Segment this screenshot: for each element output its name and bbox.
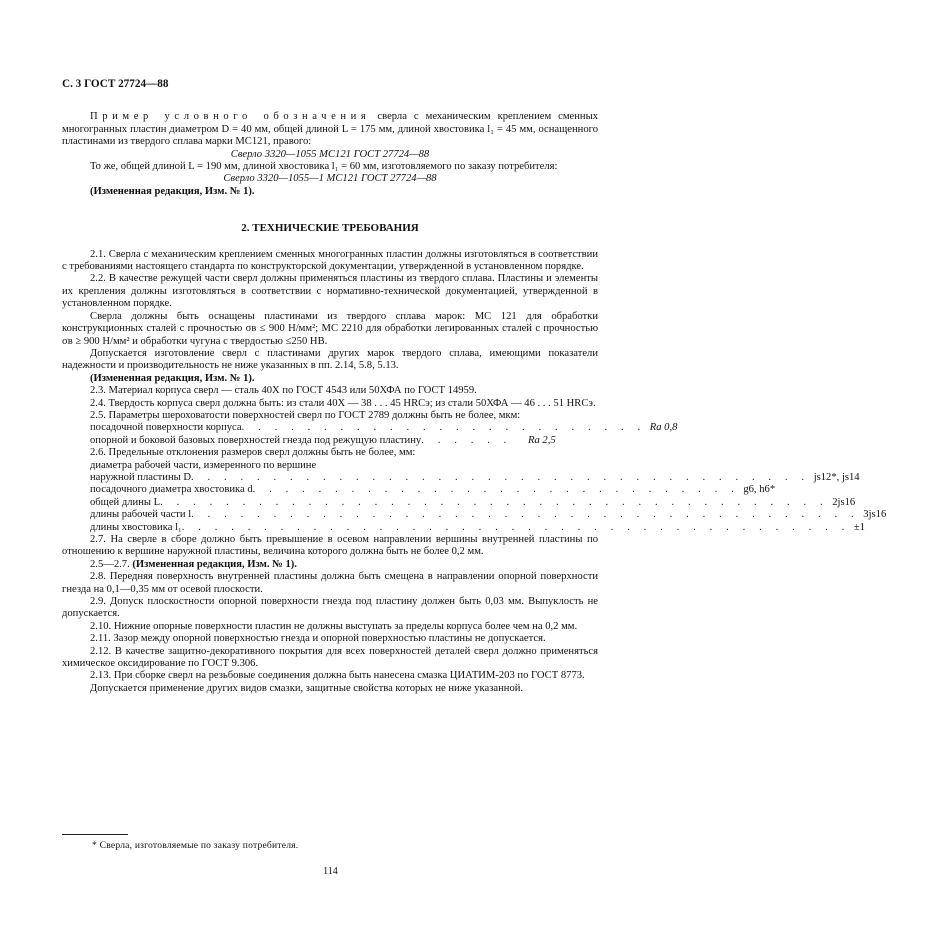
tolerance-row — [62, 471, 860, 484]
paragraph-2-10: 2.10. Нижние опорные поверхности пластин не должны выступать за пределы корпуса более чем на 0,2 мм. — [90, 620, 578, 632]
paragraph-2-2: 2.2. В качестве режущей части сверл должны применяться пластины из твердого сплава. Пластины и элементы их крепления должны изготовляться в соответствии с нормативно-технической документацией, утвержденной в установленном порядке. — [62, 273, 598, 310]
tolerance-label: общей длины L — [90, 496, 161, 508]
leader-dots: . . . . . . . . . . . . . . . . . . . . . . . . . . . . . . — [252, 484, 740, 496]
designation-2: Сверло 3320—1055—1 МС121 ГОСТ 27724—88 — [223, 173, 437, 185]
leader-dots: . . . . . . . . . . . . . . . . . . . . . . . . . . . . . . . . . . . . . . . . . — [160, 496, 829, 508]
leader-dots: . . . . . . . . . . . . . . . . . . . . . . . . . . . . . . . . . . . . . . — [191, 471, 810, 483]
paragraph-2-4: 2.4. Твердость корпуса сверл должна быть: из стали 40Х — 38 . . . 45 HRCэ; из стали 50ХФА — 46 . . . 51 HRCэ. — [90, 397, 596, 409]
designation-1: Сверло 3320—1055 МС121 ГОСТ 27724—88 — [230, 148, 430, 160]
roughness-value: Ra 0,8 — [649, 422, 678, 434]
tolerance-row — [62, 496, 856, 509]
roughness-row — [62, 435, 598, 447]
paragraph-2-13: 2.13. При сборке сверл на резьбовые соединения должна быть нанесена смазка ЦИАТИМ-203 по ГОСТ 8773. — [90, 670, 585, 682]
example-text: сверла с механическим креплением сменных многогранных пластин диаметром D = 40 мм, общей длиной L = 175 мм, длиной хвостовика l₁ = 45 мм, оснащенного пластинами из твердого сплава марки МС121, правого: — [62, 111, 599, 148]
paragraph-2-1: 2.1. Сверла с механическим креплением сменных многогранных пластин должны изготовляться в соответствии с требованиями настоящего стандарта по конструкторской документации, утвержденной в установленном порядке. — [62, 248, 598, 273]
paragraph-2-12: 2.12. В качестве защитно-декоративного покрытия для всех поверхностей деталей сверл должно применяться химическое оксидирование по ГОСТ 9.306. — [62, 645, 598, 670]
paragraph-2-2c: Допускается изготовление сверл с пластинами других марок твердого сплава, имеющими показатели надежности и производительность не ниже указанных в пп. 2.14, 5.8, 5.13. — [62, 347, 598, 372]
document-page — [62, 78, 887, 695]
roughness-label: посадочной поверхности корпуса — [90, 422, 242, 434]
roughness-row — [62, 422, 678, 434]
tolerance-row — [62, 521, 865, 534]
example-lead: Пример условного обозначения — [90, 111, 371, 123]
paragraph-2-2b: Сверла должны быть оснащены пластинами из твердого сплава марок: МС 121 для обработки конструкционных сталей с прочностью σв ≤ 900 Н/мм²; МС 2210 для обработки легированных сталей с прочностью σв ≥ 900 Н/мм² и обработки чугуна с твердостью ≤250 НВ. — [62, 310, 598, 347]
page-header: С. 3 ГОСТ 27724—88 — [62, 78, 169, 90]
roughness-value: Ra 2,5 — [528, 434, 556, 446]
example-text-2: То же, общей длиной L = 190 мм, длиной хвостовика l₁ = 60 мм, изготовляемого по заказу потребителя: — [90, 161, 558, 173]
tolerance-label: длины рабочей части l — [90, 509, 192, 521]
paragraph-2-7: 2.7. На сверле в сборе должно быть превышение в осевом направлении вершины внутренней пластины по отношению к вершине наружной пластины, величина которого должна быть не более 0,2 мм. — [62, 534, 598, 558]
tolerance-value: 3js16 — [863, 509, 887, 521]
example-paragraph — [62, 111, 598, 148]
leader-dots: . . . . . . — [421, 434, 512, 446]
leader-dots: . . . . . . . . . . . . . . . . . . . . . . . . . — [241, 422, 646, 434]
revision-range: 2.5—2.7. — [90, 558, 133, 570]
paragraph-2-6a: диаметра рабочей части, измеренного по вершине — [90, 459, 317, 471]
roughness-label: опорной и боковой базовых поверхностей гнезда под режущую пластину — [90, 434, 422, 446]
section-title: 2. ТЕХНИЧЕСКИЕ ТРЕБОВАНИЯ — [241, 222, 419, 235]
paragraph-2-5: 2.5. Параметры шероховатости поверхностей сверл по ГОСТ 2789 должны быть не более, мкм: — [90, 409, 521, 421]
paragraph-2-3: 2.3. Материал корпуса сверл — сталь 40Х по ГОСТ 4543 или 50ХФА по ГОСТ 14959. — [90, 385, 477, 397]
revision-label: (Измененная редакция, Изм. № 1). — [132, 558, 297, 570]
paragraph-2-13b: Допускается применение других видов смазки, защитные свойства которых не ниже указанной. — [90, 682, 524, 694]
footnote: * Сверла, изготовляемые по заказу потребителя. — [92, 840, 299, 851]
paragraph-2-9: 2.9. Допуск плоскостности опорной поверхности гнезда под пластину должен быть 0,03 мм. Выпуклость не допускается. — [62, 596, 598, 620]
tolerance-row — [62, 484, 776, 496]
tolerance-row — [62, 509, 887, 521]
revision-note: (Измененная редакция, Изм. № 1). — [90, 185, 255, 197]
leader-dots: . . . . . . . . . . . . . . . . . . . . . . . . . . . . . . . . . . . . . . . . . — [181, 521, 850, 533]
paragraph-2-11: 2.11. Зазор между опорной поверхностью гнезда и опорной поверхностью пластины не допускается. — [90, 633, 546, 645]
tolerance-value: js12*, js14 — [813, 471, 860, 483]
paragraph-2-6: 2.6. Предельные отклонения размеров сверл должны быть не более, мм: — [90, 447, 416, 459]
leader-dots: . . . . . . . . . . . . . . . . . . . . . . . . . . . . . . . . . . . . . . . . . — [191, 509, 860, 521]
tolerance-label: посадочного диаметра хвостовика d — [90, 484, 253, 496]
tolerance-label: длины хвостовика l₁ — [90, 521, 182, 533]
footnote-divider — [62, 834, 128, 835]
tolerance-value: 2js16 — [832, 496, 856, 508]
revision-note-3 — [62, 559, 598, 571]
page-number: 114 — [323, 866, 338, 877]
tolerance-label: наружной пластины D — [90, 471, 192, 483]
paragraph-2-8: 2.8. Передняя поверхность внутренней пластины должна быть смещена в направлении опорной поверхности гнезда на 0,1—0,35 мм от осевой плоскости. — [62, 571, 598, 595]
tolerance-value: ±1 — [853, 521, 865, 533]
tolerance-value: g6, h6* — [743, 484, 776, 496]
revision-note-2: (Измененная редакция, Изм. № 1). — [90, 372, 255, 384]
